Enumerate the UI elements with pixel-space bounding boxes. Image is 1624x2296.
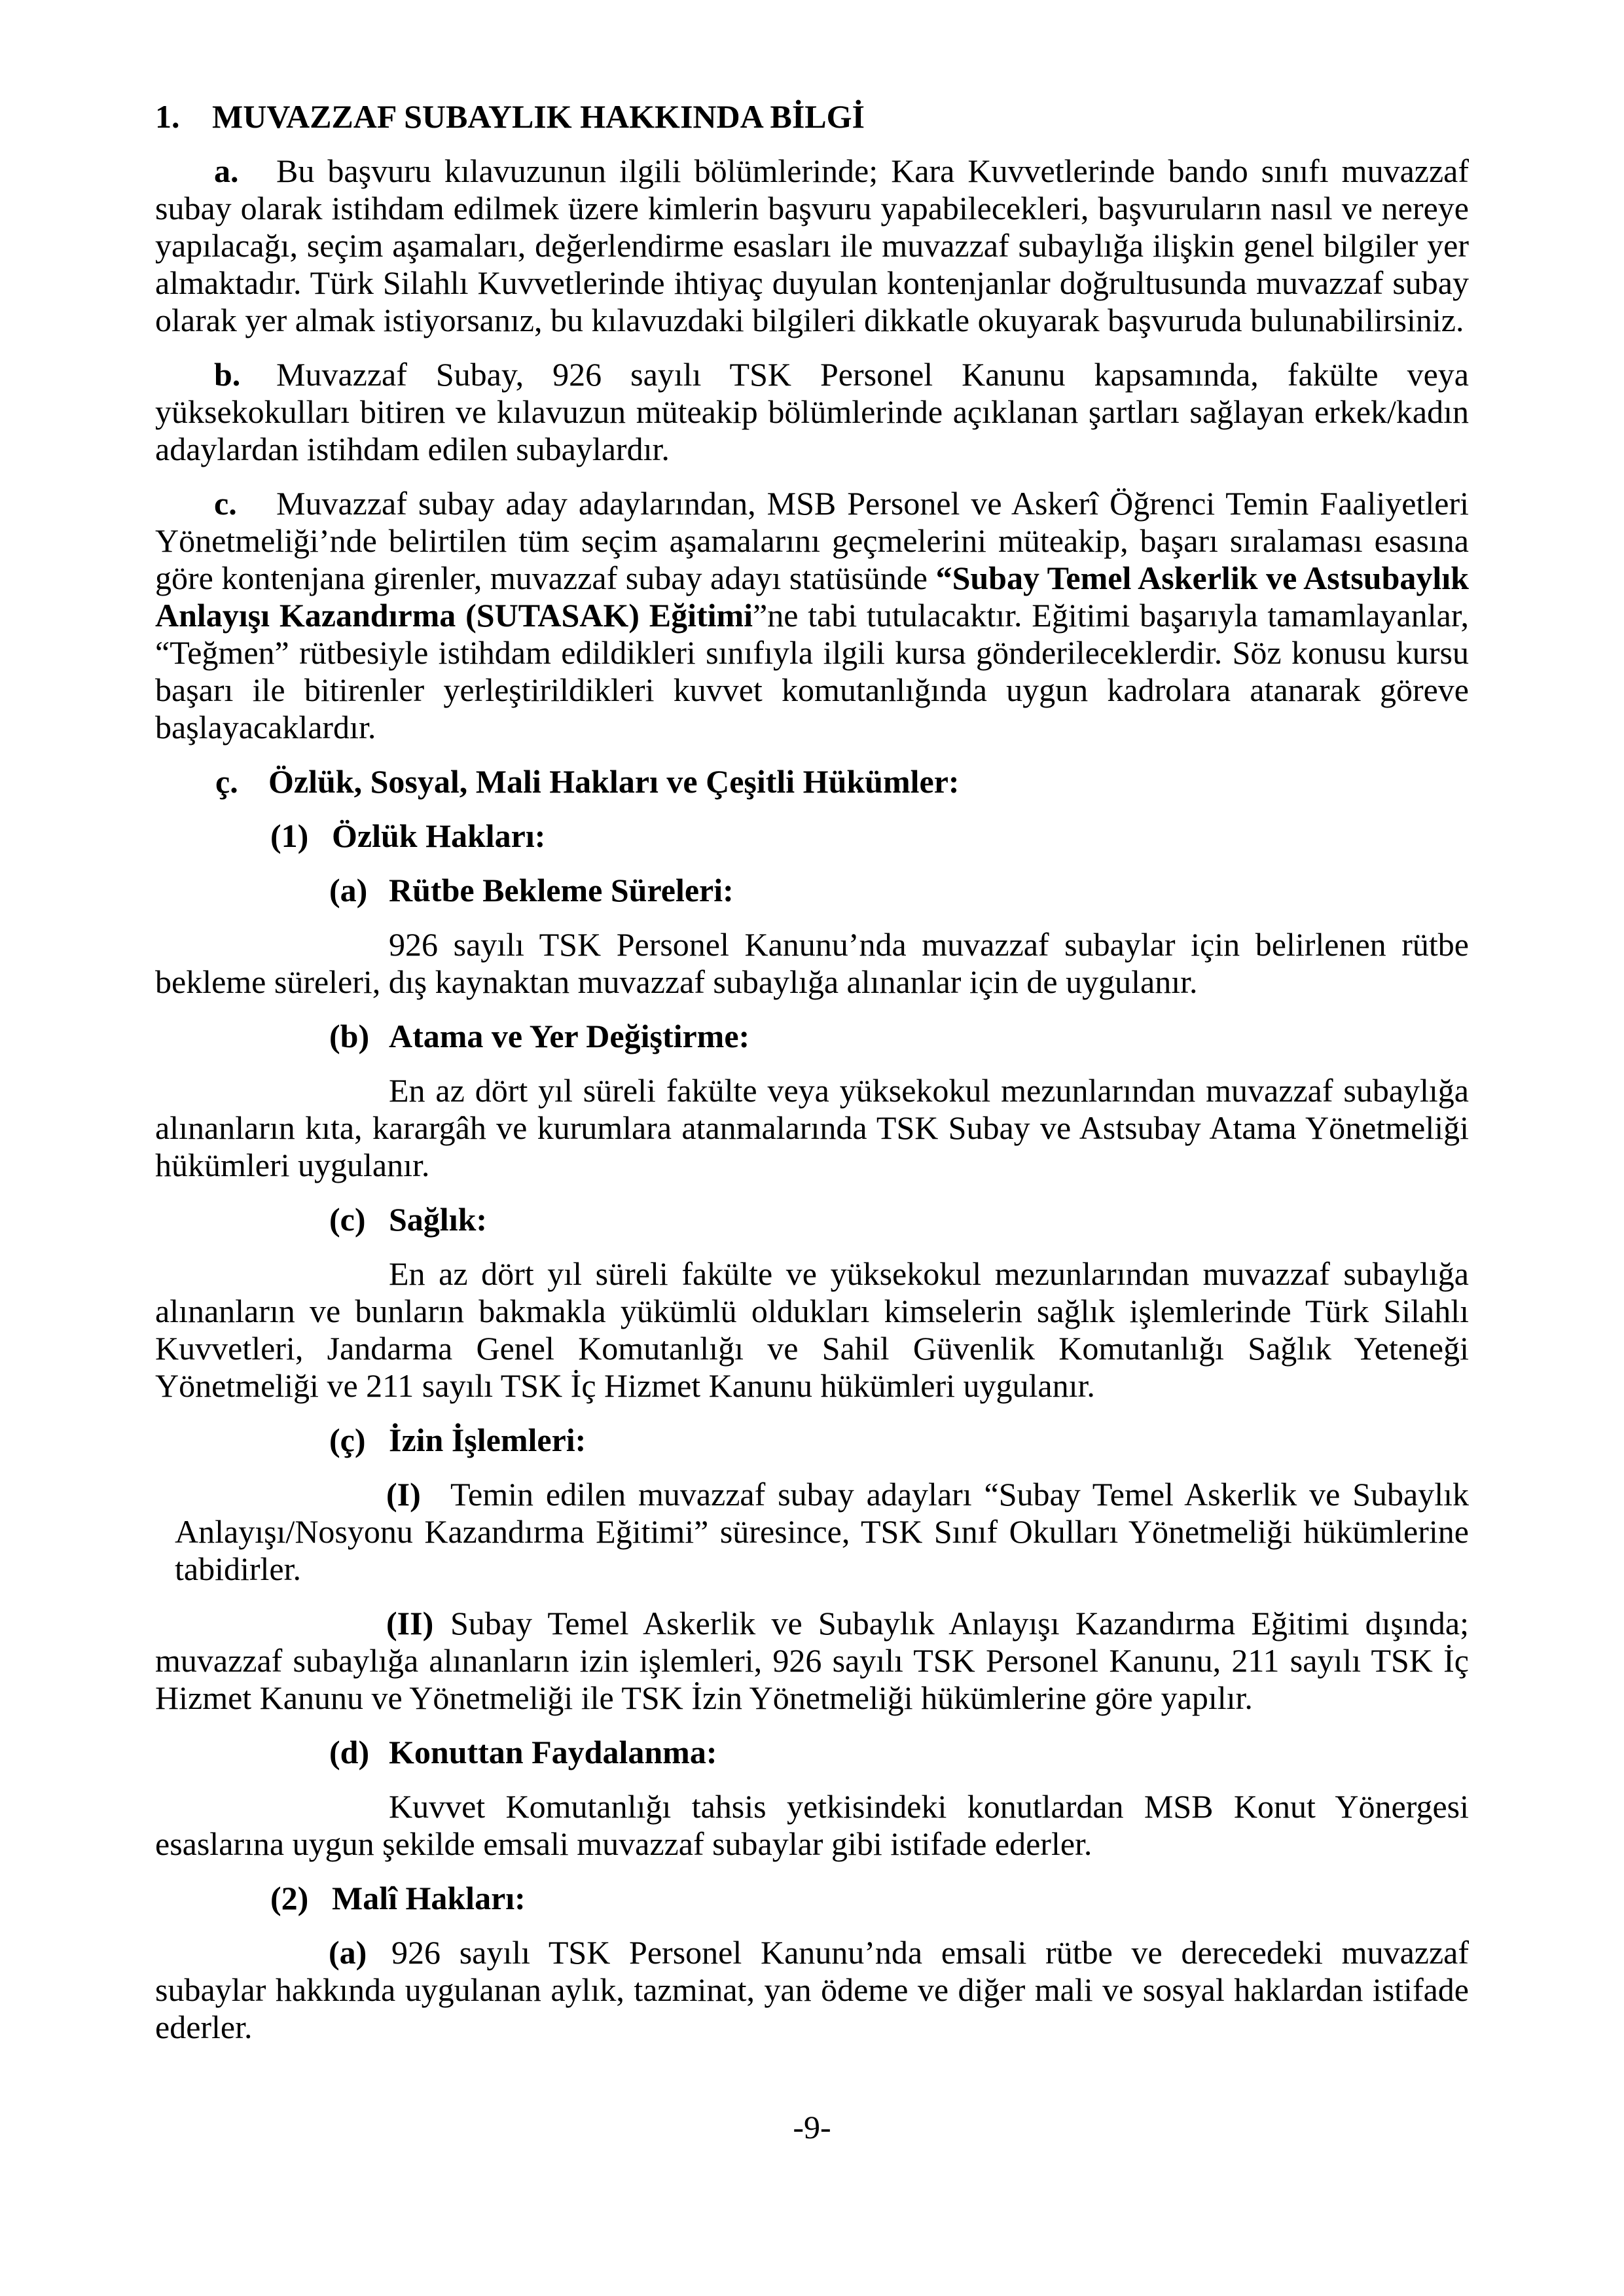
paragraph-roman-1 <box>155 1476 1469 1588</box>
paragraph-rutbe-bekleme <box>155 926 1469 1001</box>
heading-cedil-text: Özlük, Sosyal, Mali Hakları ve Çeşitli Hükümler: <box>268 763 960 800</box>
heading-1d <box>155 1734 1469 1771</box>
paragraph-mali-a-text: 926 sayılı TSK Personel Kanunu’nda emsali rütbe ve derecedeki muvazzaf subaylar hakkında uygulanan aylık, tazminat, yan ödeme ve diğer mali ve sosyal haklardan istifade ederler. <box>155 1934 1469 2045</box>
page-number: -9- <box>793 2109 831 2145</box>
heading-1b-text: Atama ve Yer Değiştirme: <box>389 1018 750 1054</box>
heading-izin <box>155 1422 1469 1459</box>
section-number: 1. <box>155 98 180 135</box>
paragraph-c <box>155 485 1469 746</box>
paragraph-rutbe-bekleme-text: 926 sayılı TSK Personel Kanunu’nda muvazzaf subaylar için belirlenen rütbe bekleme süreleri, dış kaynaktan muvazzaf subaylığa alınanlar için de uygulanır. <box>155 926 1469 1000</box>
section-heading <box>155 98 1469 135</box>
heading-1d-text: Konuttan Faydalanma: <box>389 1734 717 1770</box>
list-marker-1c: (c) <box>329 1201 366 1238</box>
list-marker-1b: (b) <box>329 1018 370 1054</box>
paragraph-c-text-1: Muvazzaf subay aday adaylarından, MSB Personel ve Askerî Öğrenci Temin Faaliyetleri Yönetmeliği’nde belirtilen tüm seçim aşamalarını geçmelerini müteakip, başarı sıralaması esasına göre kontenjana girenler, muvazzaf subay adayı statüsünde <box>155 485 1469 596</box>
heading-1-text: Özlük Hakları: <box>332 817 546 854</box>
list-marker-1: (1) <box>270 817 309 854</box>
heading-2 <box>155 1880 1469 1917</box>
paragraph-roman-1-text: Temin edilen muvazzaf subay adayları “Subay Temel Askerlik ve Subaylık Anlayışı/Nosyonu Kazandırma Eğitimi” süresince, TSK Sınıf Okulları Yönetmeliği hükümlerine tabidirler. <box>175 1476 1469 1587</box>
heading-izin-text: İzin İşlemleri: <box>389 1422 586 1458</box>
paragraph-roman-2 <box>155 1605 1469 1717</box>
heading-1a-text: Rütbe Bekleme Süreleri: <box>389 872 734 908</box>
paragraph-konut <box>155 1788 1469 1863</box>
list-marker-cedil: ç. <box>215 763 238 800</box>
paragraph-a <box>155 152 1469 339</box>
heading-1a <box>155 872 1469 909</box>
heading-2-text: Malî Hakları: <box>332 1880 526 1916</box>
paragraph-konut-text: Kuvvet Komutanlığı tahsis yetkisindeki konutlardan MSB Konut Yönergesi esaslarına uygun şekilde emsali muvazzaf subaylar gibi istifade ederler. <box>155 1788 1469 1862</box>
list-marker-b: b. <box>214 356 241 393</box>
paragraph-b-text: Muvazzaf Subay, 926 sayılı TSK Personel Kanunu kapsamında, fakülte veya yüksekokulları bitiren ve kılavuzun müteakip bölümlerinde açıklanan şartları sağlayan erkek/kadın adaylardan istihdam edilen subaylardır. <box>155 356 1469 467</box>
paragraph-mali-a <box>155 1934 1469 2046</box>
paragraph-saglik <box>155 1255 1469 1405</box>
list-marker-1a: (a) <box>329 872 368 908</box>
list-marker-roman-1: (I) <box>386 1476 421 1513</box>
section-heading-text: MUVAZZAF SUBAYLIK HAKKINDA BİLGİ <box>212 98 865 135</box>
heading-1 <box>155 817 1469 855</box>
list-marker-a: a. <box>214 152 239 189</box>
paragraph-roman-2-text: Subay Temel Askerlik ve Subaylık Anlayışı Kazandırma Eğitimi dışında; muvazzaf subaylığa alınanların izin işlemleri, 926 sayılı TSK Personel Kanunu, 211 sayılı TSK İç Hizmet Kanunu ve Yönetmeliği ile TSK İzin Yönetmeliği hükümlerine göre yapılır. <box>155 1605 1469 1716</box>
heading-1c-text: Sağlık: <box>389 1201 488 1238</box>
paragraph-c-text-2: ”ne tabi tutulacaktır. Eğitimi başarıyla tamamlayanlar, “Teğmen” rütbesiyle istihdam edildikleri sınıfıyla ilgili kursa gönderileceklerdir. Söz konusu kursu başarı ile bitirenler yerleştirildikleri kuvvet komutanlığında uygun kadrolara atanarak göreve başlayacaklardır. <box>155 597 1469 745</box>
paragraph-saglik-text: En az dört yıl süreli fakülte ve yüksekokul mezunlarından muvazzaf subaylığa alınanların ve bunların bakmakla yükümlü oldukları kimselerin sağlık işlemlerinde Türk Silahlı Kuvvetleri, Jandarma Genel Komutanlığı ve Sahil Güvenlik Komutanlığı Sağlık Yeteneği Yönetmeliği ve 211 sayılı TSK İç Hizmet Kanunu hükümleri uygulanır. <box>155 1255 1469 1404</box>
paragraph-atama-text: En az dört yıl süreli fakülte veya yüksekokul mezunlarından muvazzaf subaylığa alınanların kıta, karargâh ve kurumlara atanmalarında TSK Subay ve Astsubay Atama Yönetmeliği hükümleri uygulanır. <box>155 1072 1469 1183</box>
list-marker-c: c. <box>214 485 237 522</box>
list-marker-2: (2) <box>270 1880 309 1916</box>
paragraph-a-text: Bu başvuru kılavuzunun ilgili bölümlerinde; Kara Kuvvetlerinde bando sınıfı muvazzaf subay olarak istihdam edilmek üzere kimlerin başvuru yapabilecekleri, başvuruların nasıl ve nereye yapılacağı, seçim aşamaları, değerlendirme esasları ile muvazzaf subaylığa ilişkin genel bilgiler yer almaktadır. Türk Silahlı Kuvvetlerinde ihtiyaç duyulan kontenjanlar doğrultusunda muvazzaf subay olarak yer almak istiyorsanız, bu kılavuzdaki bilgileri dikkatle okuyarak başvuruda bulunabilirsiniz. <box>155 152 1469 338</box>
heading-cedil <box>155 763 1469 800</box>
list-marker-1d: (d) <box>329 1734 370 1770</box>
heading-1b <box>155 1018 1469 1055</box>
document-body <box>155 98 1469 2063</box>
list-marker-roman-2: (II) <box>386 1605 434 1641</box>
paragraph-b <box>155 356 1469 468</box>
paragraph-c-bold-phrase: “Subay Temel Askerlik ve Astsubaylık Anlayışı Kazandırma (SUTASAK) Eğitimi <box>155 560 1469 634</box>
list-marker-izin: (ç) <box>329 1422 366 1458</box>
paragraph-atama <box>155 1072 1469 1184</box>
heading-1c <box>155 1201 1469 1238</box>
list-marker-mali-a: (a) <box>329 1934 367 1971</box>
